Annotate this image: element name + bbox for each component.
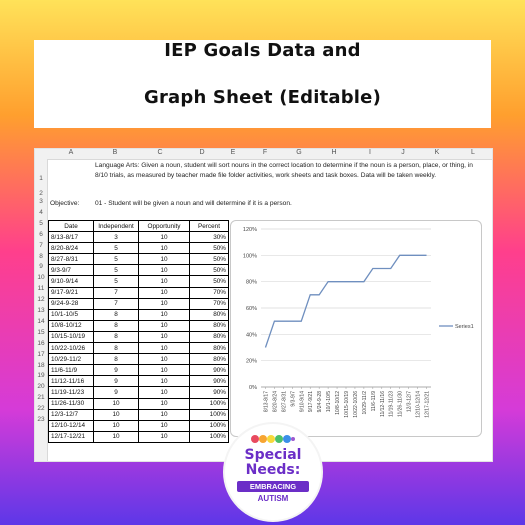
cell-percent[interactable]: 80% <box>190 354 229 365</box>
cell-opportunity[interactable]: 10 <box>139 265 190 276</box>
cell-percent[interactable]: 80% <box>190 309 229 320</box>
x-tick-label: 9/17-9/21 <box>308 391 315 413</box>
x-tick-label: 10/15-10/19 <box>344 391 350 418</box>
cell-date[interactable]: 8/20-8/24 <box>49 243 94 254</box>
cell-date[interactable]: 9/10-9/14 <box>49 276 94 287</box>
column-letter[interactable]: E <box>230 149 236 156</box>
cell-independent[interactable]: 3 <box>94 232 139 243</box>
logo-line-2: Needs: <box>245 462 301 478</box>
logo-line-3: AUTISM <box>257 494 289 503</box>
x-tick-label: 12/17-12/21 <box>424 391 431 418</box>
x-tick-label: 9/10-9/14 <box>299 391 306 413</box>
cell-date[interactable]: 11/19-11/23 <box>49 387 94 398</box>
table-row <box>49 365 229 376</box>
row-number[interactable]: 13 <box>37 307 45 314</box>
cell-independent[interactable]: 5 <box>94 276 139 287</box>
objective-text[interactable]: 01 - Student will be given a noun and will determine if it is a person. <box>95 200 292 207</box>
column-letter[interactable]: H <box>331 149 337 156</box>
table-row <box>49 298 229 309</box>
column-letter[interactable]: F <box>262 149 268 156</box>
cell-independent[interactable]: 10 <box>94 431 139 442</box>
table-row <box>49 287 229 298</box>
cell-independent[interactable]: 9 <box>94 387 139 398</box>
cell-independent[interactable]: 5 <box>94 254 139 265</box>
column-letter[interactable]: D <box>199 149 205 156</box>
cell-opportunity[interactable]: 10 <box>139 287 190 298</box>
x-tick-label: 11/19-11/23 <box>388 391 395 417</box>
line-chart[interactable] <box>230 220 482 437</box>
cell-percent[interactable]: 90% <box>190 365 229 376</box>
cell-percent[interactable]: 50% <box>190 276 229 287</box>
cell-date[interactable]: 8/13-8/17 <box>49 232 94 243</box>
table-row <box>49 331 229 342</box>
cell-independent[interactable]: 8 <box>94 343 139 354</box>
table-row <box>49 376 229 387</box>
cell-date[interactable]: 9/24-9-28 <box>49 298 94 309</box>
language-arts-goal[interactable]: Language Arts: Given a noun, student will sort nouns in the correct location to determine if the noun is a person, place, or thing, in 8/10 trials, as measured by teacher made file folder activities, work sheets and task boxes. Data will be taken weekly. <box>95 162 473 179</box>
column-letter[interactable]: I <box>369 149 371 156</box>
table-row <box>49 354 229 365</box>
cell-percent[interactable]: 50% <box>190 265 229 276</box>
row-number[interactable]: 20 <box>37 383 45 391</box>
x-tick-label: 8/13-8/17 <box>263 391 270 413</box>
data-table <box>48 220 229 443</box>
cell-percent[interactable]: 50% <box>190 243 229 254</box>
x-tick-label: 10/22-10/26 <box>352 391 359 418</box>
cell-percent[interactable]: 100% <box>190 409 229 420</box>
x-tick-label: 10/8-10/12 <box>335 391 342 415</box>
cell-date[interactable]: 12/3-12/7 <box>49 409 94 420</box>
table-row <box>49 276 229 287</box>
cell-opportunity[interactable]: 10 <box>139 243 190 254</box>
x-tick-label: 8/27-8/31 <box>281 391 288 413</box>
table-row <box>49 398 229 409</box>
cell-opportunity[interactable]: 10 <box>139 354 190 365</box>
row-number[interactable]: 14 <box>37 317 45 325</box>
x-tick-label: 9/24-9-28 <box>317 391 324 413</box>
column-letter[interactable]: B <box>112 149 118 156</box>
cell-independent[interactable]: 8 <box>94 354 139 365</box>
cell-opportunity[interactable]: 10 <box>139 343 190 354</box>
logo-band: EMBRACING <box>237 481 309 492</box>
row-number[interactable]: 16 <box>37 339 45 347</box>
cell-percent[interactable]: 90% <box>190 387 229 398</box>
cell-opportunity[interactable]: 10 <box>139 254 190 265</box>
row-number[interactable]: 7 <box>39 241 43 249</box>
x-tick-label: 11/6-11/9 <box>370 391 377 412</box>
column-letter[interactable]: J <box>401 149 405 156</box>
row-number[interactable]: 18 <box>37 361 45 369</box>
cell-independent[interactable]: 7 <box>94 298 139 309</box>
row-number[interactable]: 19 <box>37 372 45 380</box>
cell-date[interactable]: 10/8-10/12 <box>49 320 94 331</box>
cell-percent[interactable]: 100% <box>190 420 229 431</box>
column-letter[interactable]: A <box>68 149 74 156</box>
cell-independent[interactable]: 8 <box>94 331 139 342</box>
table-row <box>49 409 229 420</box>
cell-date[interactable]: 10/1-10/5 <box>49 309 94 320</box>
cell-opportunity[interactable]: 10 <box>139 376 190 387</box>
y-tick-label: 20% <box>245 358 257 365</box>
title-banner <box>34 40 491 128</box>
cell-percent[interactable]: 30% <box>190 232 229 243</box>
cell-percent[interactable]: 70% <box>190 298 229 309</box>
cell-opportunity[interactable]: 10 <box>139 298 190 309</box>
cell-date[interactable]: 12/10-12/14 <box>49 420 94 431</box>
table-row <box>49 254 229 265</box>
table-row <box>49 343 229 354</box>
row-number[interactable]: 9 <box>39 263 43 271</box>
row-number[interactable]: 22 <box>37 405 45 413</box>
table-row <box>49 232 229 243</box>
cell-independent[interactable]: 10 <box>94 398 139 409</box>
cell-opportunity[interactable]: 10 <box>139 365 190 376</box>
x-tick-label: 8/20-8/24 <box>272 391 279 413</box>
column-letter[interactable]: G <box>296 149 302 156</box>
y-tick-label: 0% <box>249 385 257 391</box>
cell-opportunity[interactable]: 10 <box>139 398 190 409</box>
table-row <box>49 320 229 331</box>
cell-percent[interactable]: 80% <box>190 343 229 354</box>
y-tick-label: 60% <box>245 306 257 312</box>
x-tick-label: 11/12-11/16 <box>379 391 386 417</box>
cell-independent[interactable]: 10 <box>94 420 139 431</box>
cell-date[interactable]: 11/26-11/30 <box>49 398 94 409</box>
cell-opportunity[interactable]: 10 <box>139 331 190 342</box>
cell-percent[interactable]: 80% <box>190 320 229 331</box>
x-tick-label: 10/1-10/5 <box>326 391 333 413</box>
header-independent[interactable]: Independent <box>94 221 139 232</box>
cell-independent[interactable]: 5 <box>94 265 139 276</box>
cell-opportunity[interactable]: 10 <box>139 431 190 442</box>
x-tick-label: 10/29-11/2 <box>361 391 368 415</box>
row-number[interactable]: 23 <box>37 416 45 423</box>
cell-opportunity[interactable]: 10 <box>139 387 190 398</box>
table-row <box>49 309 229 320</box>
cell-opportunity[interactable]: 10 <box>139 420 190 431</box>
column-letter[interactable]: K <box>434 149 440 156</box>
objective-label[interactable]: Objective: <box>50 200 80 207</box>
cell-percent[interactable]: 100% <box>190 431 229 442</box>
special-needs-logo <box>225 424 321 520</box>
table-row <box>49 387 229 398</box>
title-line-2: Graph Sheet (Editable) <box>143 87 382 108</box>
cell-date[interactable]: 10/29-11/2 <box>49 354 94 365</box>
column-letter[interactable]: L <box>471 149 475 156</box>
y-tick-label: 40% <box>245 332 257 339</box>
y-tick-label: 80% <box>245 279 257 286</box>
cell-percent[interactable]: 90% <box>190 376 229 387</box>
cell-date[interactable]: 12/17-12/21 <box>49 431 94 442</box>
table-row <box>49 265 229 276</box>
row-number[interactable]: 5 <box>39 219 43 227</box>
row-number[interactable]: 15 <box>37 328 45 336</box>
cell-opportunity[interactable]: 10 <box>139 232 190 243</box>
row-number[interactable]: 4 <box>39 208 43 216</box>
row-number[interactable]: 8 <box>39 252 43 260</box>
y-tick-label: 120% <box>242 227 257 233</box>
cell-percent[interactable]: 80% <box>190 331 229 342</box>
x-tick-label: 9/3-9/7 <box>290 391 297 407</box>
cell-opportunity[interactable]: 10 <box>139 276 190 287</box>
cell-date[interactable]: 10/15-10/19 <box>49 331 94 342</box>
logo-text <box>225 448 321 478</box>
logo-line-1: Special <box>244 447 302 463</box>
cell-opportunity[interactable]: 10 <box>139 409 190 420</box>
row-number[interactable]: 12 <box>37 296 45 304</box>
table-row <box>49 243 229 254</box>
row-number[interactable]: 6 <box>39 230 43 238</box>
row-number-bar <box>35 159 48 461</box>
spreadsheet <box>34 148 493 462</box>
legend-label: Series1 <box>455 324 474 330</box>
row-number[interactable]: 1 <box>39 175 43 182</box>
cell-percent[interactable]: 70% <box>190 287 229 298</box>
cell-date[interactable]: 9/3-9/7 <box>49 265 94 276</box>
row-number[interactable]: 11 <box>37 285 45 293</box>
y-tick-label: 100% <box>242 253 257 260</box>
cell-independent[interactable]: 7 <box>94 287 139 298</box>
x-tick-label: 12/3-12/7 <box>406 391 413 413</box>
cell-percent[interactable]: 50% <box>190 254 229 265</box>
row-number[interactable]: 2 <box>39 190 43 197</box>
cell-independent[interactable]: 9 <box>94 376 139 387</box>
column-header-bar <box>35 149 492 160</box>
cell-independent[interactable]: 5 <box>94 243 139 254</box>
header-percent[interactable]: Percent <box>190 221 229 232</box>
cell-percent[interactable]: 100% <box>190 398 229 409</box>
table-row <box>49 431 229 442</box>
row-number[interactable]: 21 <box>37 394 45 402</box>
cell-date[interactable]: 9/17-9/21 <box>49 287 94 298</box>
header-date[interactable]: Date <box>49 221 94 232</box>
cell-independent[interactable]: 8 <box>94 309 139 320</box>
title-line-1: IEP Goals Data and <box>164 40 361 61</box>
cell-date[interactable]: 10/22-10/26 <box>49 343 94 354</box>
cell-date[interactable]: 11/6-11/9 <box>49 365 94 376</box>
hands-icon <box>251 433 295 445</box>
cell-opportunity[interactable]: 10 <box>139 320 190 331</box>
cell-independent[interactable]: 10 <box>94 409 139 420</box>
table-row <box>49 420 229 431</box>
cell-independent[interactable]: 9 <box>94 365 139 376</box>
x-tick-label: 12/10-12/14 <box>415 391 422 418</box>
row-number[interactable]: 3 <box>39 198 43 205</box>
cell-independent[interactable]: 8 <box>94 320 139 331</box>
chart-svg <box>231 221 481 436</box>
x-tick-label: 11/26-11/30 <box>397 391 404 417</box>
cell-opportunity[interactable]: 10 <box>139 309 190 320</box>
column-letter[interactable]: C <box>157 149 163 156</box>
row-number[interactable]: 17 <box>37 350 45 358</box>
cell-date[interactable]: 8/27-8/31 <box>49 254 94 265</box>
cell-date[interactable]: 11/12-11/16 <box>49 376 94 387</box>
series-line <box>265 255 426 347</box>
header-opportunity[interactable]: Opportunity <box>139 221 190 232</box>
row-number[interactable]: 10 <box>37 274 45 282</box>
